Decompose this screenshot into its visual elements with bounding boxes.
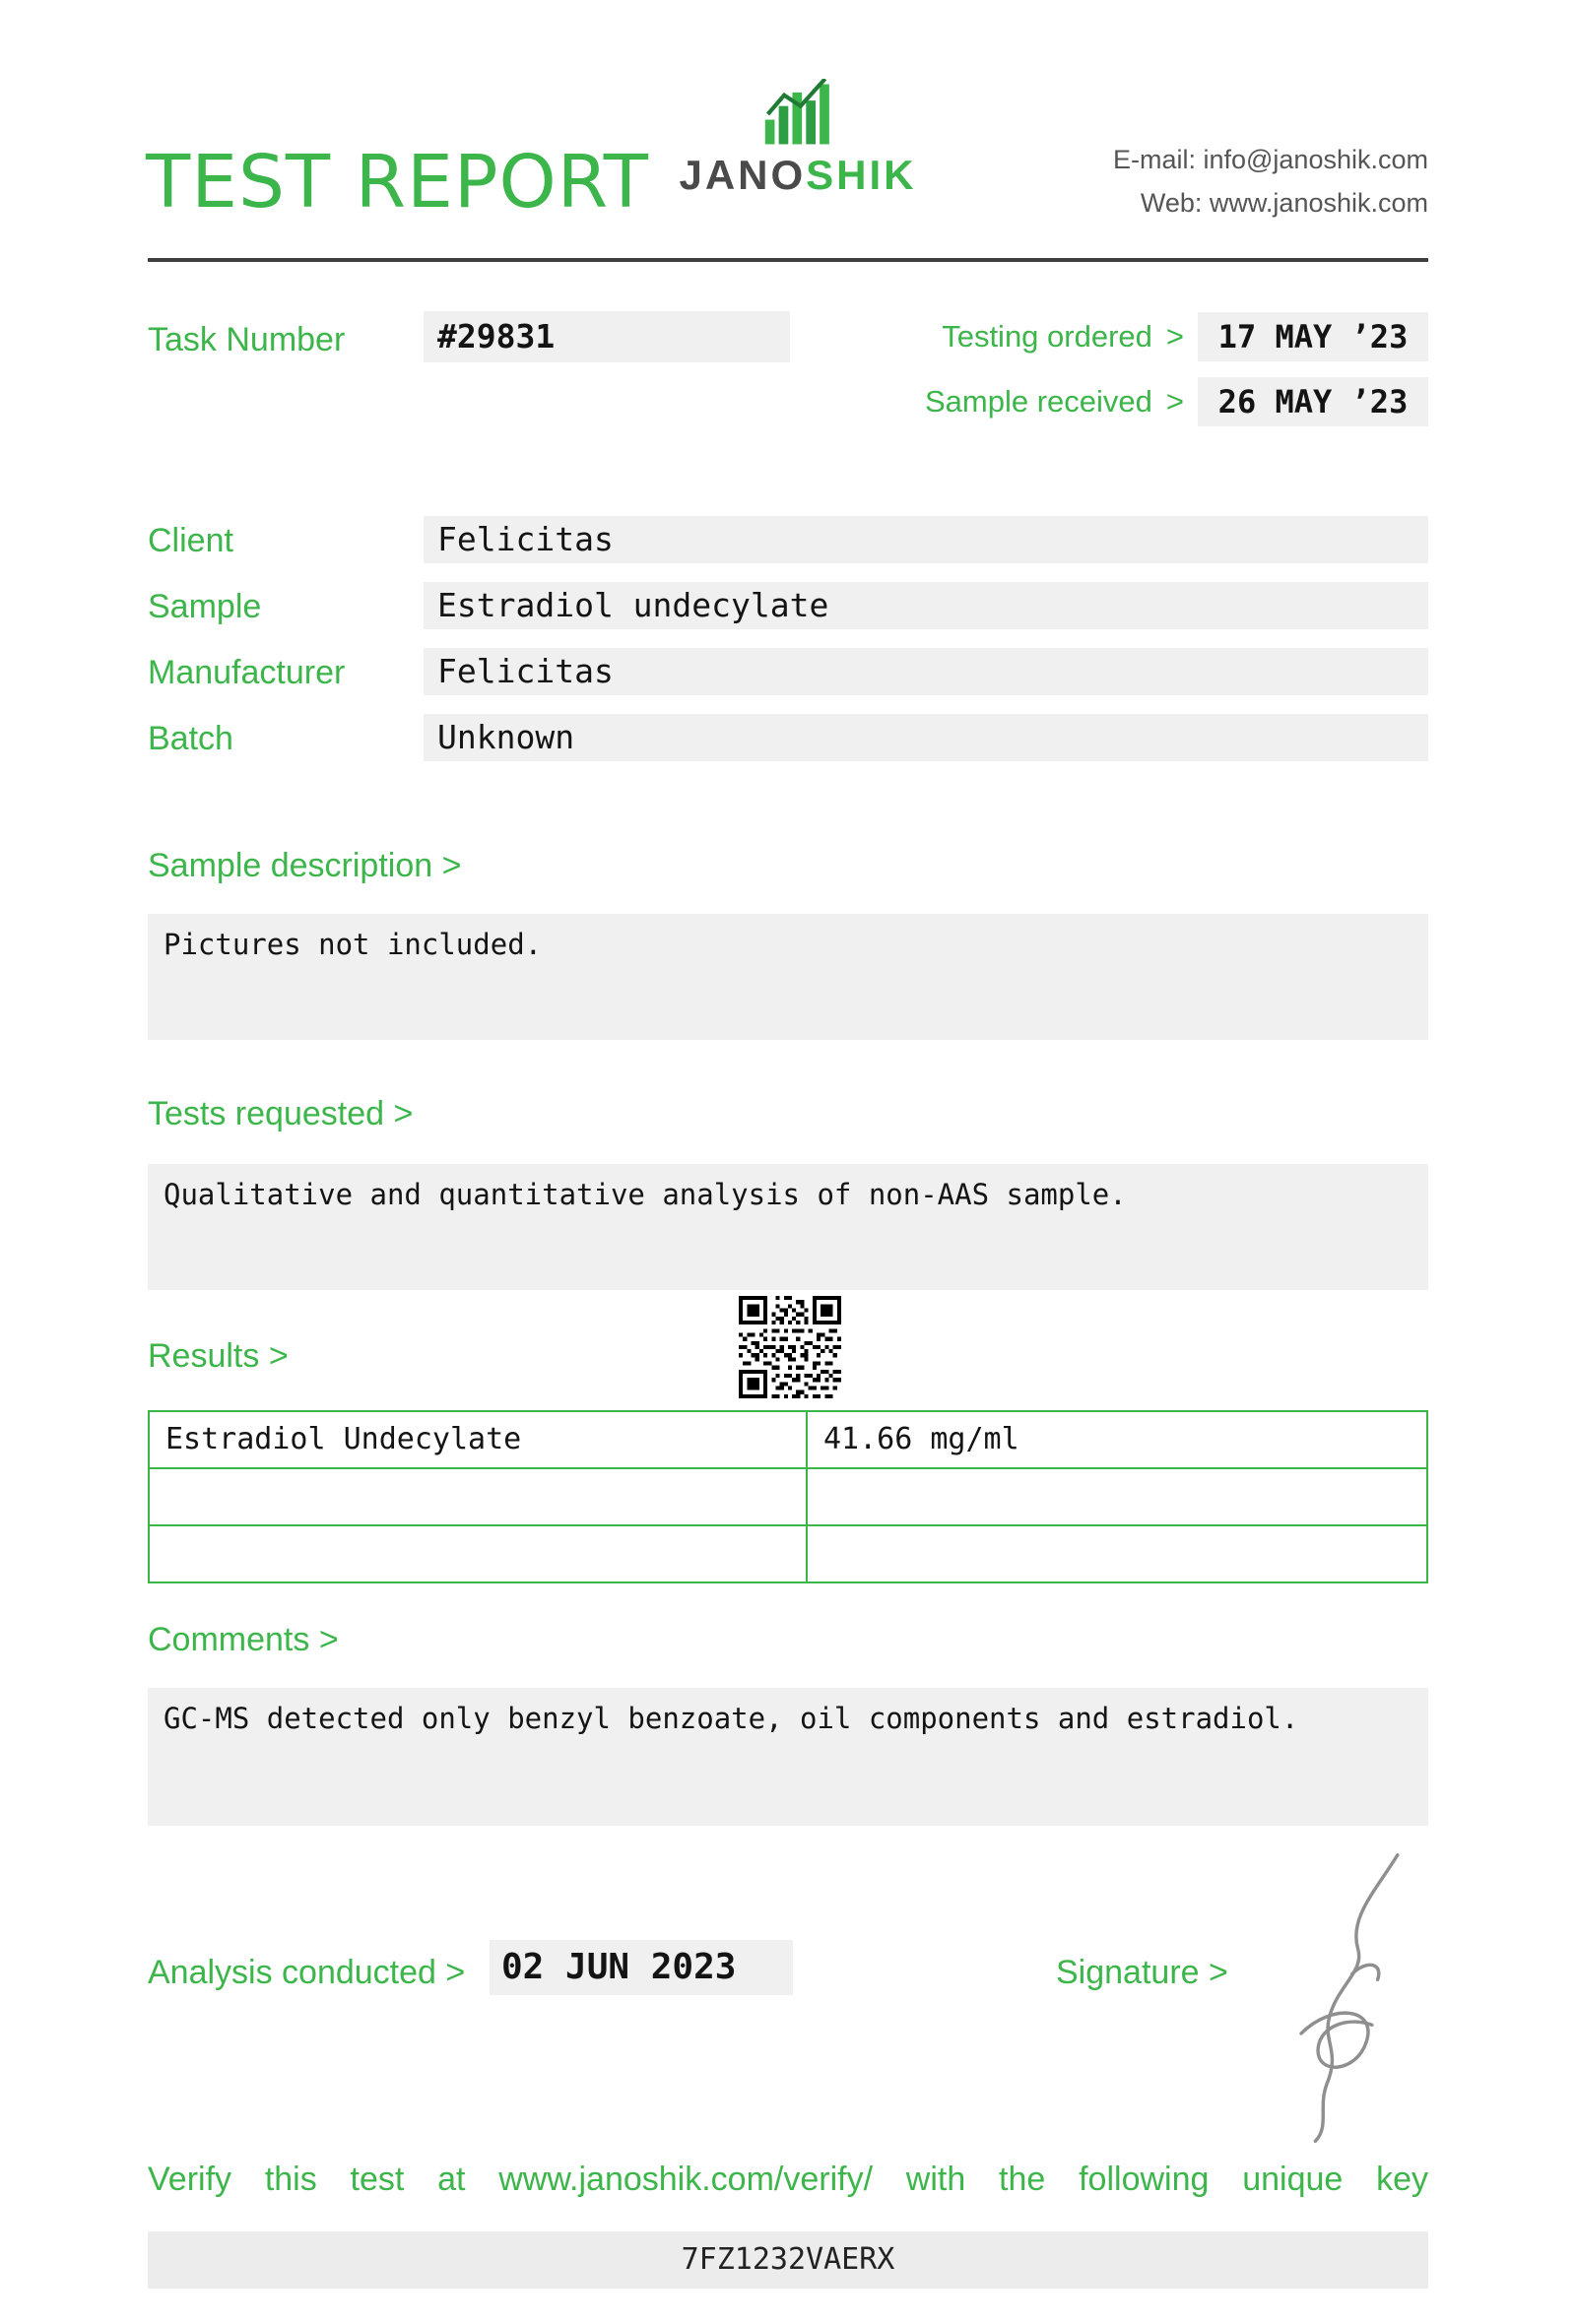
client-label: Client bbox=[148, 522, 233, 559]
testing-ordered-field bbox=[1198, 312, 1428, 361]
manufacturer-row bbox=[148, 648, 1428, 695]
bar-chart-logo-icon bbox=[756, 79, 839, 150]
analysis-conducted-label: Analysis conducted > bbox=[148, 1954, 466, 1991]
sample-row bbox=[148, 582, 1428, 629]
manufacturer-label: Manufacturer bbox=[148, 654, 346, 691]
testing-ordered-row bbox=[886, 311, 1428, 362]
verify-instruction: Verify this test at www.janoshik.com/verify/ with the following unique key bbox=[148, 2161, 1428, 2198]
logo-text-green: SHIK bbox=[806, 152, 917, 198]
batch-field bbox=[424, 714, 1428, 761]
sample-value: Estradiol undecylate bbox=[437, 586, 829, 624]
sample-field bbox=[424, 582, 1428, 629]
batch-label: Batch bbox=[148, 720, 233, 757]
janoshik-logo bbox=[640, 79, 955, 199]
tests-requested-heading: Tests requested > bbox=[148, 1095, 414, 1132]
task-number-value: #29831 bbox=[437, 317, 556, 355]
logo-wordmark bbox=[640, 152, 955, 199]
testing-ordered-value: 17 MAY ’23 bbox=[1217, 318, 1409, 355]
result-value-cell bbox=[808, 1526, 1426, 1582]
client-row bbox=[148, 516, 1428, 563]
sample-received-value: 26 MAY ’23 bbox=[1217, 383, 1409, 420]
result-substance-cell bbox=[150, 1469, 808, 1524]
results-table bbox=[148, 1410, 1428, 1583]
sample-received-row bbox=[886, 376, 1428, 427]
sample-received-arrow: > bbox=[1165, 384, 1184, 419]
client-field bbox=[424, 516, 1428, 563]
sample-received-label: Sample received bbox=[924, 384, 1152, 419]
comments-box bbox=[148, 1688, 1428, 1826]
sample-description-text: Pictures not included. bbox=[164, 928, 543, 961]
website-line: Web: www.janoshik.com bbox=[1140, 188, 1428, 218]
email-line: E-mail: info@janoshik.com bbox=[1112, 145, 1428, 174]
testing-ordered-label: Testing ordered bbox=[942, 319, 1152, 354]
table-row bbox=[150, 1524, 1426, 1582]
comments-heading: Comments > bbox=[148, 1621, 339, 1658]
tests-requested-text: Qualitative and quantitative analysis of non-AAS sample. bbox=[164, 1178, 1127, 1211]
qr-code bbox=[739, 1296, 841, 1398]
result-value-cell bbox=[808, 1469, 1426, 1524]
tests-requested-box bbox=[148, 1164, 1428, 1290]
verify-key-value: 7FZ1232VAERX bbox=[681, 2242, 895, 2277]
task-number-label: Task Number bbox=[148, 321, 346, 358]
results-heading: Results > bbox=[148, 1337, 289, 1375]
sample-received-field bbox=[1198, 377, 1428, 426]
task-number-field bbox=[424, 311, 790, 362]
client-value: Felicitas bbox=[437, 520, 614, 558]
result-substance-cell: Estradiol Undecylate bbox=[150, 1412, 808, 1467]
table-row bbox=[150, 1467, 1426, 1524]
sample-description-heading: Sample description > bbox=[148, 847, 462, 884]
signature-label: Signature > bbox=[1056, 1954, 1228, 1991]
sample-description-box bbox=[148, 914, 1428, 1040]
page-title: TEST REPORT bbox=[146, 140, 649, 225]
verify-key-bar bbox=[148, 2231, 1428, 2289]
result-substance-cell bbox=[150, 1526, 808, 1582]
manufacturer-value: Felicitas bbox=[437, 652, 614, 690]
logo-text-dark: JANO bbox=[679, 152, 807, 198]
signature-image bbox=[1273, 1849, 1420, 2147]
table-row bbox=[150, 1412, 1426, 1467]
contact-info bbox=[1113, 138, 1428, 225]
header-divider bbox=[148, 258, 1428, 262]
sample-label: Sample bbox=[148, 588, 262, 625]
result-value-cell: 41.66 mg/ml bbox=[823, 1422, 1019, 1456]
analysis-date-value: 02 JUN 2023 bbox=[501, 1947, 737, 1987]
manufacturer-field bbox=[424, 648, 1428, 695]
batch-value: Unknown bbox=[437, 718, 575, 756]
comments-text: GC-MS detected only benzyl benzoate, oil components and estradiol. bbox=[164, 1702, 1299, 1735]
batch-row bbox=[148, 714, 1428, 761]
testing-ordered-arrow: > bbox=[1165, 319, 1184, 354]
analysis-date-field bbox=[490, 1940, 793, 1995]
